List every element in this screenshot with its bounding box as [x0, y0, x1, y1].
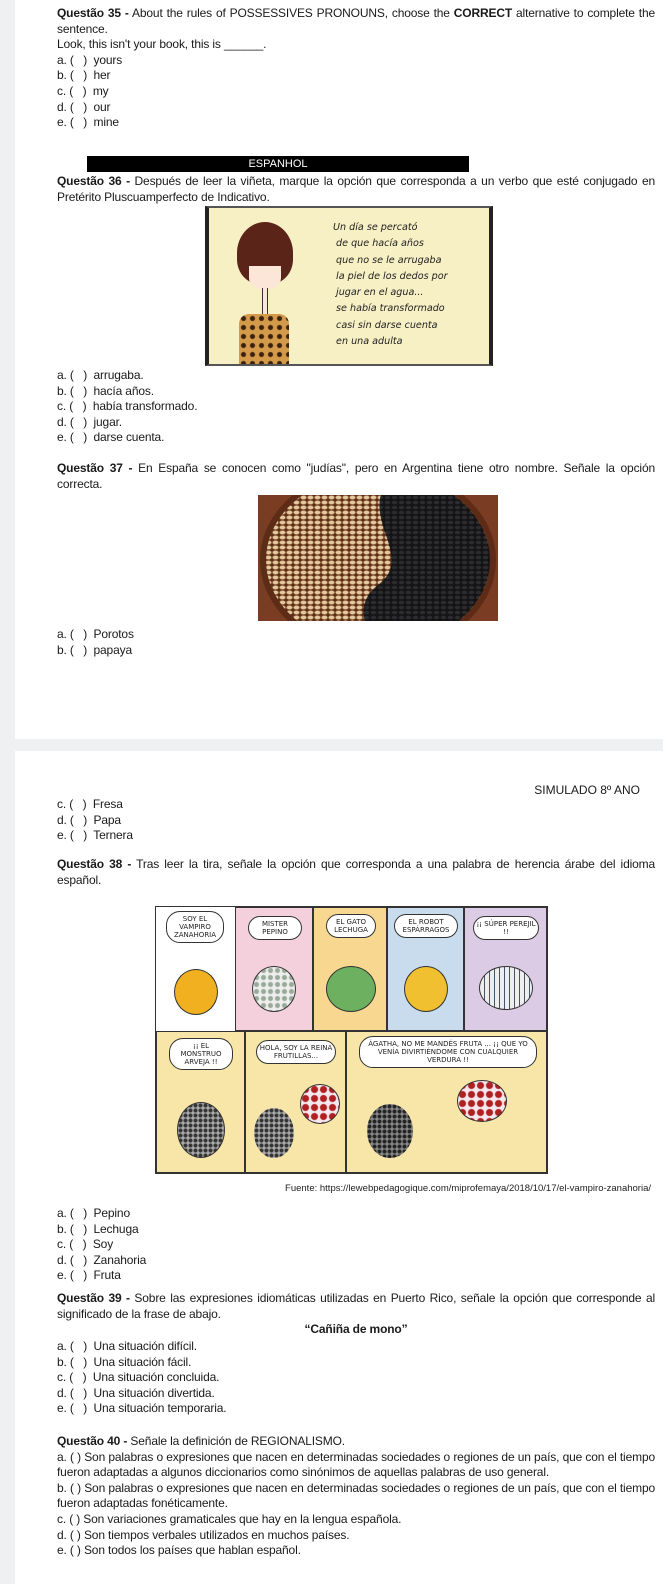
cat-character	[326, 966, 376, 1012]
option-d[interactable]: d. ( ) jugar.	[57, 414, 122, 429]
option-b[interactable]: b. ( ) papaya	[57, 642, 132, 657]
option-d[interactable]: d. ( ) our	[57, 99, 111, 114]
option-c[interactable]: c. ( ) había transformado.	[57, 399, 198, 414]
option-d[interactable]: d. ( ) Zanahoria	[57, 1252, 147, 1267]
panel-8	[346, 1031, 547, 1173]
option-a[interactable]: a. ( ) Porotos	[57, 627, 134, 641]
document-page-2	[15, 751, 663, 1584]
beans-image	[258, 495, 498, 621]
monster-character	[177, 1102, 225, 1158]
option-d[interactable]: d. ( ) Son tiempos verbales utilizados en muchos países.	[57, 1527, 350, 1542]
question-39-options	[57, 1339, 655, 1417]
panel-1	[156, 907, 235, 1031]
question-label: Questão 39 -	[57, 1291, 130, 1305]
option-a[interactable]: a. ( ) arrugaba.	[57, 368, 144, 382]
question-text: Después de leer la viñeta, marque la opción que corresponda a un verbo que esté conjugado en Pretérito Pluscuamperfecto de Indicativo.	[57, 174, 655, 204]
question-text: En España se conocen como "judías", pero en Argentina tiene otro nombre. Señale la opción correcta.	[57, 461, 655, 491]
question-text: Sobre las expresiones idiomáticas utilizadas en Puerto Rico, señale la opción que corresponde al significado de la frase de abajo.	[57, 1291, 655, 1321]
sentence: Look, this isn't your book, this is ______.	[57, 37, 267, 52]
page-header: SIMULADO 8º ANO	[534, 783, 640, 797]
speech-bubble: MISTER PEPINO	[248, 916, 302, 940]
comic-strip	[155, 906, 548, 1174]
question-text: alternative to complete the sentence.	[57, 6, 655, 36]
option-d[interactable]: d. ( ) Papa	[57, 812, 121, 827]
question-38-options	[57, 1206, 655, 1284]
cat-character	[174, 969, 218, 1015]
monster-character	[254, 1108, 294, 1158]
cat-character	[252, 966, 296, 1012]
neck-shape	[262, 288, 268, 316]
question-label: Questão 35 -	[57, 6, 129, 20]
phrase: “Cañiña de mono”	[304, 1322, 408, 1337]
option-a[interactable]: a. ( ) Una situación difícil.	[57, 1339, 197, 1353]
panel-3	[313, 907, 387, 1031]
option-e[interactable]: e. ( ) Una situación temporaria.	[57, 1401, 227, 1416]
option-a[interactable]: a. ( ) Pepino	[57, 1206, 130, 1220]
section-bar: ESPANHOL	[87, 156, 469, 172]
emphasis: CORRECT	[453, 6, 513, 20]
panel-5	[464, 907, 547, 1031]
question-37-options-part1	[57, 627, 655, 658]
option-a[interactable]: a. ( ) yours	[57, 52, 123, 67]
option-e[interactable]: e. ( ) darse cuenta.	[57, 430, 165, 445]
panel-7	[245, 1031, 346, 1173]
option-e[interactable]: e. ( ) mine	[57, 115, 119, 130]
vineta-text: Un día se percató de que hacía años que no se le arrugaba la piel de los dedos por jugar en el agua... se había transformado casi sin darse cuenta en una adulta	[333, 222, 448, 348]
panel-2	[235, 907, 313, 1031]
question-text: About the rules of POSSESSIVES PRONOUNS, choose the	[132, 6, 450, 20]
speech-bubble: HOLA, SOY LA REINA FRUTILLAS...	[256, 1040, 336, 1064]
option-c[interactable]: c. ( ) my	[57, 83, 109, 98]
question-35	[57, 6, 655, 131]
option-c[interactable]: c. ( ) Soy	[57, 1237, 114, 1252]
speech-bubble: EL GATO LECHUGA	[326, 914, 376, 938]
question-text: Tras leer la tira, señale la opción que corresponda a una palabra de herencia árabe del idioma español.	[57, 857, 655, 887]
option-e[interactable]: e. ( ) Ternera	[57, 828, 133, 843]
option-c[interactable]: c. ( ) Una situación concluida.	[57, 1370, 220, 1385]
option-e[interactable]: e. ( ) Son todos los países que hablan español.	[57, 1543, 301, 1558]
strawberry-character	[300, 1084, 340, 1124]
speech-bubble: ÁGATHA, NO ME MANDÉS FRUTA ... ¡¡ QUE YO VENÍA DIVIRTIÉNDOME CON CUALQUIER VERDURA !!	[359, 1036, 537, 1068]
question-text: Señale la definición de REGIONALISMO.	[130, 1434, 345, 1448]
vineta-image	[205, 206, 493, 366]
cat-character	[404, 966, 448, 1012]
option-a[interactable]: a. ( ) Son palabras o expresiones que nacen en determinadas sociedades o regiones de un país, que con el tiempo fueron adaptadas a algunos diccionarios como sinónimos de aquellas palabras de uso general.	[57, 1449, 655, 1480]
document-page-1	[15, 0, 663, 739]
speech-bubble: ¡¡ SÚPER PEREJIL !!	[473, 916, 539, 940]
dress-shape	[239, 314, 289, 366]
face-shape	[249, 266, 281, 290]
panel-6	[156, 1031, 245, 1173]
question-39	[57, 1291, 655, 1338]
cat-character	[479, 966, 533, 1010]
question-36-options	[57, 368, 655, 446]
question-37	[57, 461, 655, 492]
question-37-options-part2	[57, 797, 655, 844]
beans-bowl	[258, 495, 498, 621]
option-c[interactable]: c. ( ) Son variaciones gramaticales que hay en la lengua española.	[57, 1511, 402, 1526]
panel-4	[387, 907, 464, 1031]
speech-bubble: SOY EL VAMPIRO ZANAHORIA	[166, 911, 224, 943]
question-36	[57, 174, 655, 205]
option-b[interactable]: b. ( ) Son palabras o expresiones que nacen en determinadas sociedades o regiones de un país, que con el tiempo fueron adaptadas fonéticamente.	[57, 1480, 655, 1511]
option-b[interactable]: b. ( ) Una situación fácil.	[57, 1354, 192, 1369]
question-label: Questão 37 -	[57, 461, 133, 475]
image-source: Fuente: https://lewebpedagogique.com/miprofemaya/2018/10/17/el-vampiro-zanahoria/	[285, 1183, 651, 1194]
question-label: Questão 36 -	[57, 174, 130, 188]
strawberry-character	[457, 1080, 507, 1122]
question-40	[57, 1434, 655, 1559]
option-b[interactable]: b. ( ) Lechuga	[57, 1221, 139, 1236]
question-38	[57, 857, 655, 888]
speech-bubble: ¡¡ EL MONSTRUO ARVEJA !!	[169, 1038, 233, 1070]
option-b[interactable]: b. ( ) hacía años.	[57, 383, 154, 398]
option-e[interactable]: e. ( ) Fruta	[57, 1268, 121, 1283]
option-c[interactable]: c. ( ) Fresa	[57, 797, 123, 811]
question-label: Questão 40 -	[57, 1434, 128, 1448]
question-label: Questão 38 -	[57, 857, 132, 871]
speech-bubble: EL ROBOT ESPÁRRAGOS	[394, 914, 458, 938]
option-d[interactable]: d. ( ) Una situación divertida.	[57, 1385, 215, 1400]
monster-character	[367, 1104, 413, 1158]
option-b[interactable]: b. ( ) her	[57, 68, 111, 83]
